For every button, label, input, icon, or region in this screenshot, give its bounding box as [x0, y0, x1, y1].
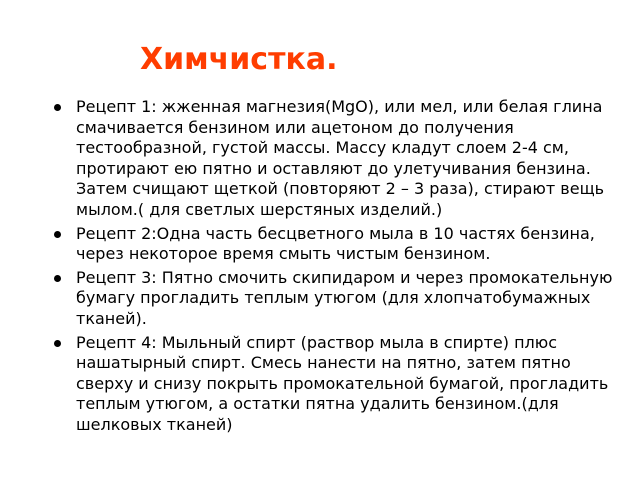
bullet-icon [54, 231, 61, 238]
recipe-text: Рецепт 1: жженная магнезия(MgO), или мел, или белая глина смачивается бензином или ацетоном до получения тестообразной, густой массы. Массу кладут слоем 2-4 см, протирают ею пятно и оставляют до улетучивания бензина. Затем счищают щеткой (повторяют 2 – 3 раза), стирают вещь мылом.( для светлых шерстяных изделий.) [76, 97, 605, 219]
list-item-recipe-1 [52, 97, 622, 221]
list-item-recipe-2 [52, 224, 622, 265]
list-item-recipe-3 [52, 268, 622, 330]
recipe-text: Рецепт 4: Мыльный спирт (раствор мыла в спирте) плюс нашатырный спирт. Смесь нанести на пятно, затем пятно сверху и снизу покрыть промокательной бумагой, прогладить теплым утюгом, а остатки пятна удалить бензином.(для шелковых тканей) [76, 332, 609, 434]
recipe-list [52, 97, 622, 439]
bullet-icon [54, 275, 61, 282]
recipe-text: Рецепт 3: Пятно смочить скипидаром и через промокательную бумагу прогладить теплым утюгом (для хлопчатобумажных тканей). [76, 267, 613, 328]
bullet-icon [54, 340, 61, 347]
list-item-recipe-4 [52, 333, 622, 436]
bullet-icon [54, 104, 61, 111]
slide-title: Химчистка. [140, 42, 338, 77]
recipe-text: Рецепт 2:Одна часть бесцветного мыла в 10 частях бензина, через некоторое время смыть чистым бензином. [76, 223, 595, 264]
